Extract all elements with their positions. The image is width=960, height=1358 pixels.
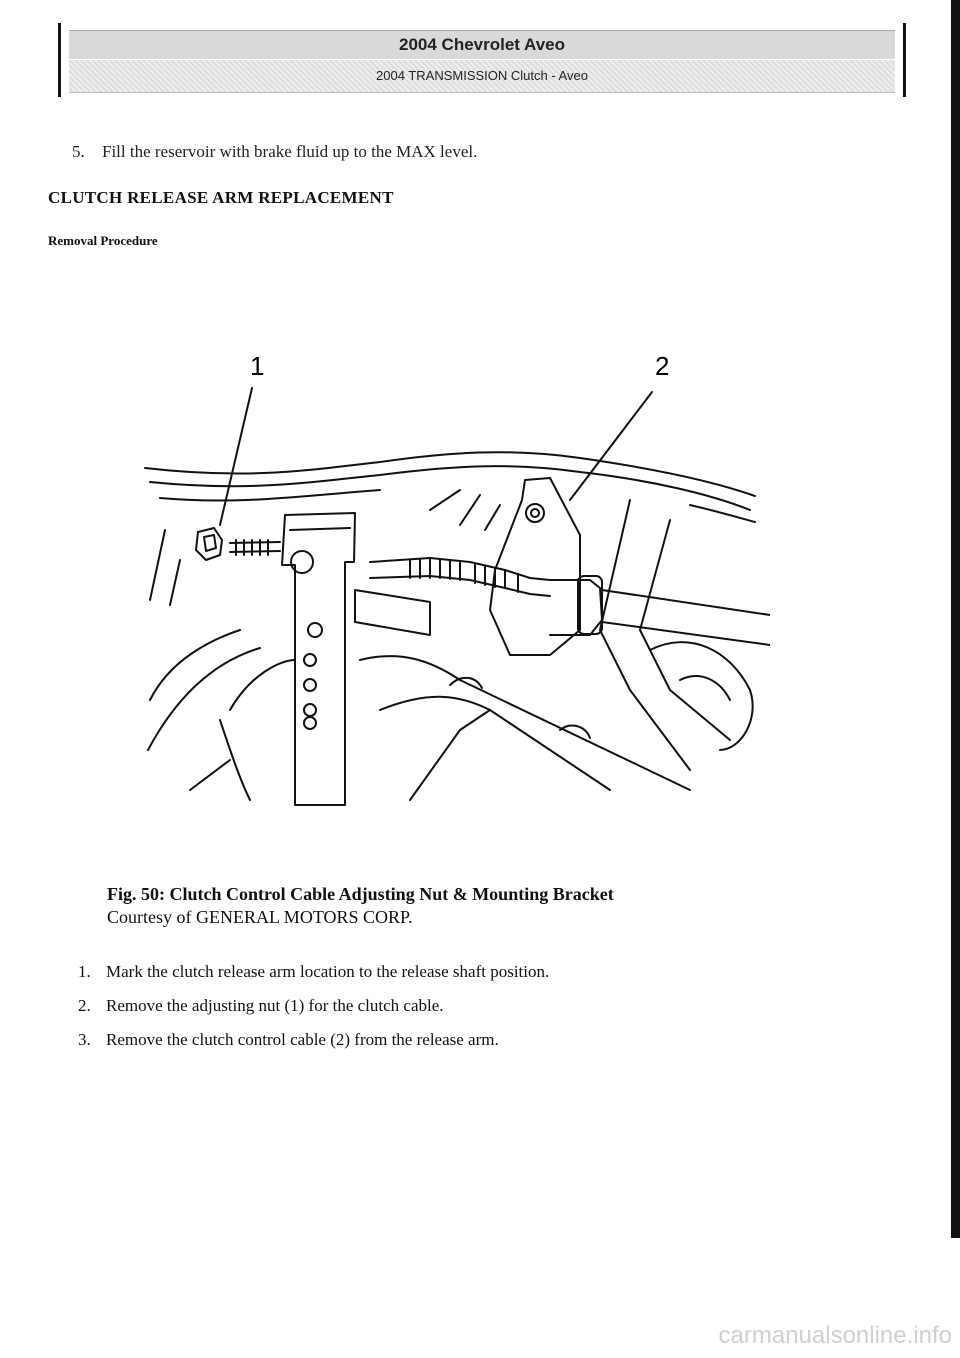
clutch-cable-illustration bbox=[130, 330, 770, 810]
page-header bbox=[58, 23, 906, 97]
list-item bbox=[78, 957, 549, 991]
callout-2: 2 bbox=[655, 351, 670, 381]
caption-credit: Courtesy of GENERAL MOTORS CORP. bbox=[107, 907, 413, 927]
watermark: carmanualsonline.info bbox=[718, 1322, 952, 1349]
illustration-drawing bbox=[130, 330, 770, 810]
step-text: Remove the adjusting nut (1) for the clutch cable. bbox=[106, 996, 444, 1015]
caption-title: Fig. 50: Clutch Control Cable Adjusting Nut & Mounting Bracket bbox=[107, 884, 614, 904]
step-number: 1. bbox=[78, 962, 91, 981]
procedure-title: Removal Procedure bbox=[48, 233, 158, 248]
list-item bbox=[78, 991, 549, 1025]
removal-steps bbox=[78, 957, 549, 1059]
step-number: 3. bbox=[78, 1030, 91, 1049]
document-subtitle: 2004 TRANSMISSION Clutch - Aveo bbox=[69, 60, 895, 93]
previous-step-number: 5. bbox=[72, 142, 85, 161]
previous-step-text: Fill the reservoir with brake fluid up to the MAX level. bbox=[102, 142, 478, 161]
right-margin-rule bbox=[951, 0, 960, 1238]
callout-1: 1 bbox=[250, 351, 265, 381]
step-number: 2. bbox=[78, 996, 91, 1015]
list-item bbox=[78, 1025, 549, 1059]
section-title: CLUTCH RELEASE ARM REPLACEMENT bbox=[48, 188, 394, 207]
document-title: 2004 Chevrolet Aveo bbox=[69, 30, 895, 59]
step-text: Mark the clutch release arm location to the release shaft position. bbox=[106, 962, 550, 981]
previous-step bbox=[72, 142, 477, 162]
step-text: Remove the clutch control cable (2) from the release arm. bbox=[106, 1030, 499, 1049]
figure-caption bbox=[107, 883, 614, 929]
